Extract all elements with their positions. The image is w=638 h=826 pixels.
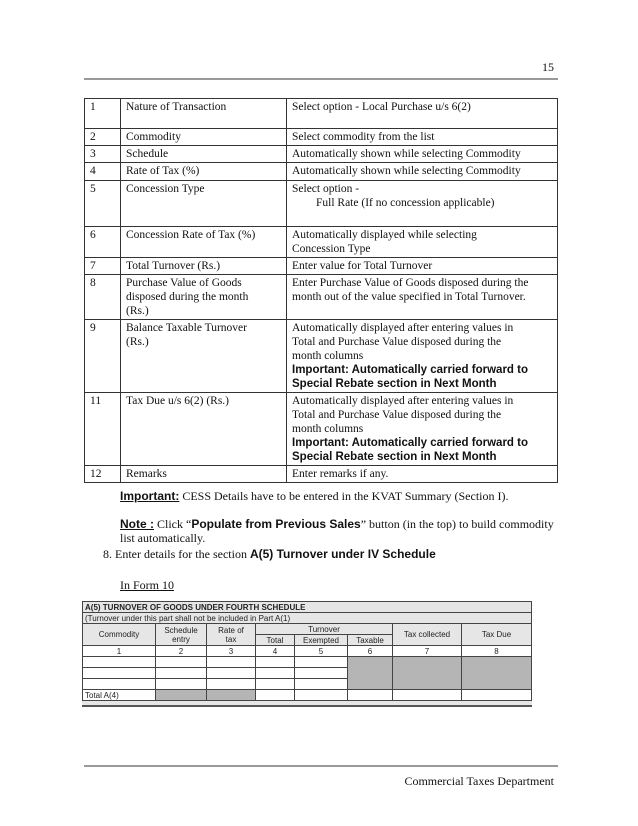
- col-number: 5: [295, 646, 348, 657]
- col-header-rate: [207, 624, 256, 646]
- form-cell: [83, 668, 156, 679]
- important-note: Important: Automatically carried forward to: [292, 364, 528, 376]
- field-name: [121, 275, 287, 320]
- populate-button-name: Populate from Previous Sales: [191, 517, 361, 531]
- field-name: Concession Type: [121, 181, 287, 227]
- field-name: Concession Rate of Tax (%): [121, 227, 287, 258]
- field-description: Automatically shown while selecting Commodity: [287, 146, 558, 163]
- note-label: Note :: [120, 517, 154, 531]
- form-cell: [156, 690, 207, 701]
- cess-important-paragraph: [120, 489, 570, 503]
- row-number: 7: [85, 258, 121, 275]
- table-row: [85, 163, 558, 181]
- description-line: Concession Type: [292, 243, 371, 255]
- row-number: 11: [85, 393, 121, 466]
- populate-note-paragraph: [120, 517, 570, 545]
- table-row: [85, 466, 558, 483]
- row-number: 3: [85, 146, 121, 163]
- table-row: [85, 258, 558, 275]
- form-cell: [295, 690, 348, 701]
- row-number: 8: [85, 275, 121, 320]
- field-description: [287, 227, 558, 258]
- col-header-exempted: Exempted: [295, 635, 348, 646]
- field-line: (Rs.): [126, 305, 149, 317]
- col-number: 6: [348, 646, 393, 657]
- col-number: 1: [83, 646, 156, 657]
- field-name: Remarks: [121, 466, 287, 483]
- table-row: [85, 99, 558, 129]
- field-line: (Rs.): [126, 336, 149, 348]
- col-number: 7: [393, 646, 462, 657]
- table-row: [85, 275, 558, 320]
- form-cell: [295, 657, 348, 668]
- form-cell: [156, 657, 207, 668]
- field-description: [287, 320, 558, 393]
- row-number: 5: [85, 181, 121, 227]
- form-cell: [348, 690, 393, 701]
- description-line: Automatically displayed after entering values in: [292, 395, 514, 407]
- col-header-turnover: Turnover: [256, 624, 393, 635]
- description-line: Total and Purchase Value disposed during the: [292, 409, 502, 421]
- form-cell: [462, 690, 532, 701]
- note-text: ” button (in the top) to build commodity: [360, 517, 554, 531]
- field-name: Commodity: [121, 129, 287, 146]
- form-cell: [156, 668, 207, 679]
- col-number: 2: [156, 646, 207, 657]
- description-line: Full Rate (If no concession applicable): [316, 197, 495, 209]
- important-text: CESS Details have to be entered in the KVAT Summary (Section I).: [179, 489, 509, 503]
- important-note: Important: Automatically carried forward to: [292, 437, 528, 449]
- col-header-total: Total: [256, 635, 295, 646]
- table-row: [85, 227, 558, 258]
- field-line: Purchase Value of Goods: [126, 277, 242, 289]
- form-cell: [256, 657, 295, 668]
- form-subtitle: (Turnover under this part shall not be included in Part A(1): [83, 613, 532, 624]
- field-description: Select commodity from the list: [287, 129, 558, 146]
- table-row: [85, 320, 558, 393]
- form-cell: [207, 679, 256, 690]
- form-cell: [156, 679, 207, 690]
- field-name: Nature of Transaction: [121, 99, 287, 129]
- step-section-name: A(5) Turnover under IV Schedule: [249, 547, 436, 561]
- form-cell: [348, 657, 393, 690]
- col-header-schedule: [156, 624, 207, 646]
- col-header-tax-due: Tax Due: [462, 624, 532, 646]
- field-description: [287, 181, 558, 227]
- field-name: Total Turnover (Rs.): [121, 258, 287, 275]
- field-name: Schedule: [121, 146, 287, 163]
- footer-text: Commercial Taxes Department: [404, 774, 554, 788]
- table-row: [85, 129, 558, 146]
- step-text: 8. Enter details for the section: [103, 547, 250, 561]
- form-cell: [393, 690, 462, 701]
- page-number: 15: [542, 60, 554, 74]
- field-description: [287, 275, 558, 320]
- field-name: [121, 320, 287, 393]
- header-line: Schedule: [164, 625, 198, 635]
- field-description: [287, 393, 558, 466]
- form-cell: [256, 668, 295, 679]
- row-number: 1: [85, 99, 121, 129]
- description-line: Select option -: [292, 183, 360, 195]
- col-header-taxable: Taxable: [348, 635, 393, 646]
- important-note: Special Rebate section in Next Month: [292, 378, 497, 390]
- table-row: [85, 146, 558, 163]
- form-cell: [83, 679, 156, 690]
- total-label: Total A(4): [83, 690, 156, 701]
- note-text: list automatically.: [120, 531, 206, 545]
- header-line: tax: [225, 634, 237, 644]
- footer-rule: [84, 765, 558, 767]
- field-description: Select option - Local Purchase u/s 6(2): [287, 99, 558, 129]
- field-line: Balance Taxable Turnover: [126, 322, 247, 334]
- field-description-table: [84, 98, 558, 483]
- field-line: disposed during the month: [126, 291, 249, 303]
- row-number: 12: [85, 466, 121, 483]
- description-line: Automatically displayed after entering values in: [292, 322, 514, 334]
- header-rule: [84, 78, 558, 80]
- row-number: 6: [85, 227, 121, 258]
- col-header-commodity: Commodity: [83, 624, 156, 646]
- table-row: [85, 393, 558, 466]
- col-number: 4: [256, 646, 295, 657]
- row-number: 2: [85, 129, 121, 146]
- form-10-snapshot: [82, 601, 532, 707]
- form-cell: [295, 679, 348, 690]
- in-form-label: In Form 10: [120, 578, 174, 592]
- note-text: Click “: [154, 517, 192, 531]
- header-line: Rate of: [218, 625, 244, 635]
- description-line: Enter Purchase Value of Goods disposed during the: [292, 277, 529, 289]
- form-cell: [207, 657, 256, 668]
- form-cell: [207, 668, 256, 679]
- header-line: entry: [172, 634, 190, 644]
- form-cell: [256, 679, 295, 690]
- col-header-tax-collected: Tax collected: [393, 624, 462, 646]
- field-description: Enter value for Total Turnover: [287, 258, 558, 275]
- step-8: [103, 547, 436, 562]
- field-name: Tax Due u/s 6(2) (Rs.): [121, 393, 287, 466]
- table-row: [85, 181, 558, 227]
- form-cell: [393, 657, 462, 690]
- description-line: month out of the value specified in Total Turnover.: [292, 291, 526, 303]
- row-number: 9: [85, 320, 121, 393]
- description-line: month columns: [292, 423, 364, 435]
- row-number: 4: [85, 163, 121, 181]
- form-cell: [295, 668, 348, 679]
- col-number: 8: [462, 646, 532, 657]
- form-cell: [462, 657, 532, 690]
- important-note: Special Rebate section in Next Month: [292, 451, 497, 463]
- important-label: Important:: [120, 489, 180, 503]
- form-cell: [256, 690, 295, 701]
- form-10-table: [82, 601, 532, 701]
- field-description: Enter remarks if any.: [287, 466, 558, 483]
- form-cell: [207, 690, 256, 701]
- field-description: Automatically shown while selecting Commodity: [287, 163, 558, 181]
- description-line: Total and Purchase Value disposed during the: [292, 336, 502, 348]
- description-line: Automatically displayed while selecting: [292, 229, 477, 241]
- col-number: 3: [207, 646, 256, 657]
- form-title: A(5) TURNOVER OF GOODS UNDER FOURTH SCHEDULE: [83, 602, 532, 613]
- form-cell: [83, 657, 156, 668]
- field-name: Rate of Tax (%): [121, 163, 287, 181]
- description-line: month columns: [292, 350, 364, 362]
